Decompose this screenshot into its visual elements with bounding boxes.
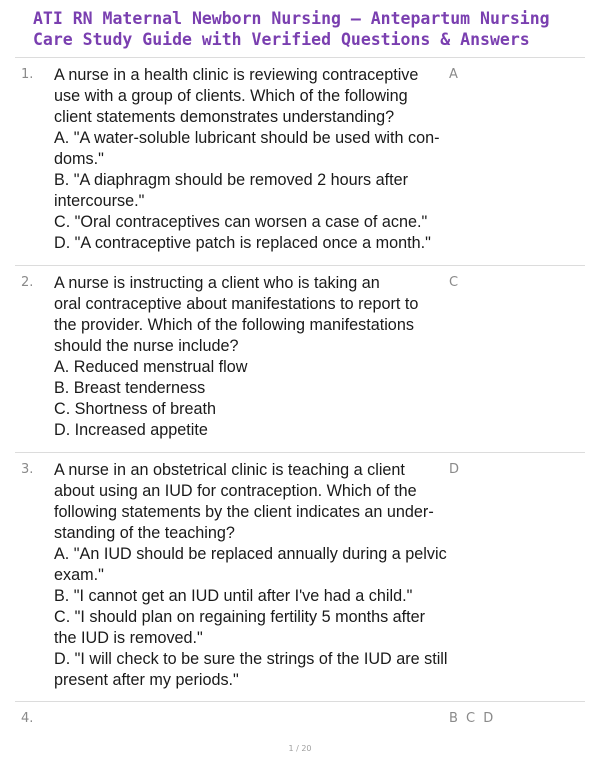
question-line: B. Breast tenderness — [54, 379, 206, 397]
question-line: C. "Oral contraceptives can worsen a case of acne." — [54, 213, 428, 231]
question-number: 1. — [21, 67, 34, 82]
page-number: 1 / 20 — [288, 744, 312, 753]
question-line: use with a group of clients. Which of the following — [54, 87, 408, 105]
question-line: A. "An IUD should be replaced annually during a pelvic — [54, 545, 447, 563]
question-number: 4. — [21, 711, 34, 726]
question-item — [15, 452, 585, 701]
question-line: should the nurse include? — [54, 337, 239, 355]
question-line: A nurse is instructing a client who is taking an — [54, 274, 380, 292]
question-line: standing of the teaching? — [54, 524, 235, 542]
answer-key: B C D — [449, 711, 496, 726]
question-line: doms." — [54, 150, 104, 168]
document-title — [33, 8, 593, 50]
question-line: A. Reduced menstrual flow — [54, 358, 248, 376]
title-line-2: Care Study Guide with Verified Questions & Answers — [33, 30, 530, 49]
question-line: B. "I cannot get an IUD until after I've had a child." — [54, 587, 413, 605]
question-number: 3. — [21, 462, 34, 477]
question-line: A nurse in a health clinic is reviewing contraceptive — [54, 66, 419, 84]
question-line: intercourse." — [54, 192, 145, 210]
question-line: A nurse in an obstetrical clinic is teaching a client — [54, 461, 405, 479]
question-number: 2. — [21, 275, 34, 290]
question-line: following statements by the client indicates an under- — [54, 503, 434, 521]
question-line: client statements demonstrates understanding? — [54, 108, 395, 126]
question-list — [15, 57, 585, 758]
question-item — [15, 57, 585, 265]
question-line: D. "A contraceptive patch is replaced once a month." — [54, 234, 431, 252]
question-line: D. Increased appetite — [54, 421, 208, 439]
question-line: the provider. Which of the following manifestations — [54, 316, 414, 334]
question-line: B. "A diaphragm should be removed 2 hours after — [54, 171, 408, 189]
question-item — [15, 265, 585, 452]
title-line-1: ATI RN Maternal Newborn Nursing – Antepartum Nursing — [33, 9, 550, 28]
question-body — [54, 460, 449, 691]
answer-key: D — [449, 462, 462, 477]
question-line: the IUD is removed." — [54, 629, 203, 647]
question-line: C. Shortness of breath — [54, 400, 216, 418]
question-body — [54, 273, 449, 441]
question-line: oral contraceptive about manifestations to report to — [54, 295, 419, 313]
question-line: exam." — [54, 566, 104, 584]
question-line: A. "A water-soluble lubricant should be used with con- — [54, 129, 440, 147]
question-line: present after my periods." — [54, 671, 239, 689]
question-line: about using an IUD for contraception. Which of the — [54, 482, 417, 500]
question-body — [54, 65, 449, 254]
question-line: C. "I should plan on regaining fertility 5 months after — [54, 608, 426, 626]
answer-key: C — [449, 275, 461, 290]
question-line: D. "I will check to be sure the strings of the IUD are still — [54, 650, 448, 668]
answer-key: A — [449, 67, 460, 82]
